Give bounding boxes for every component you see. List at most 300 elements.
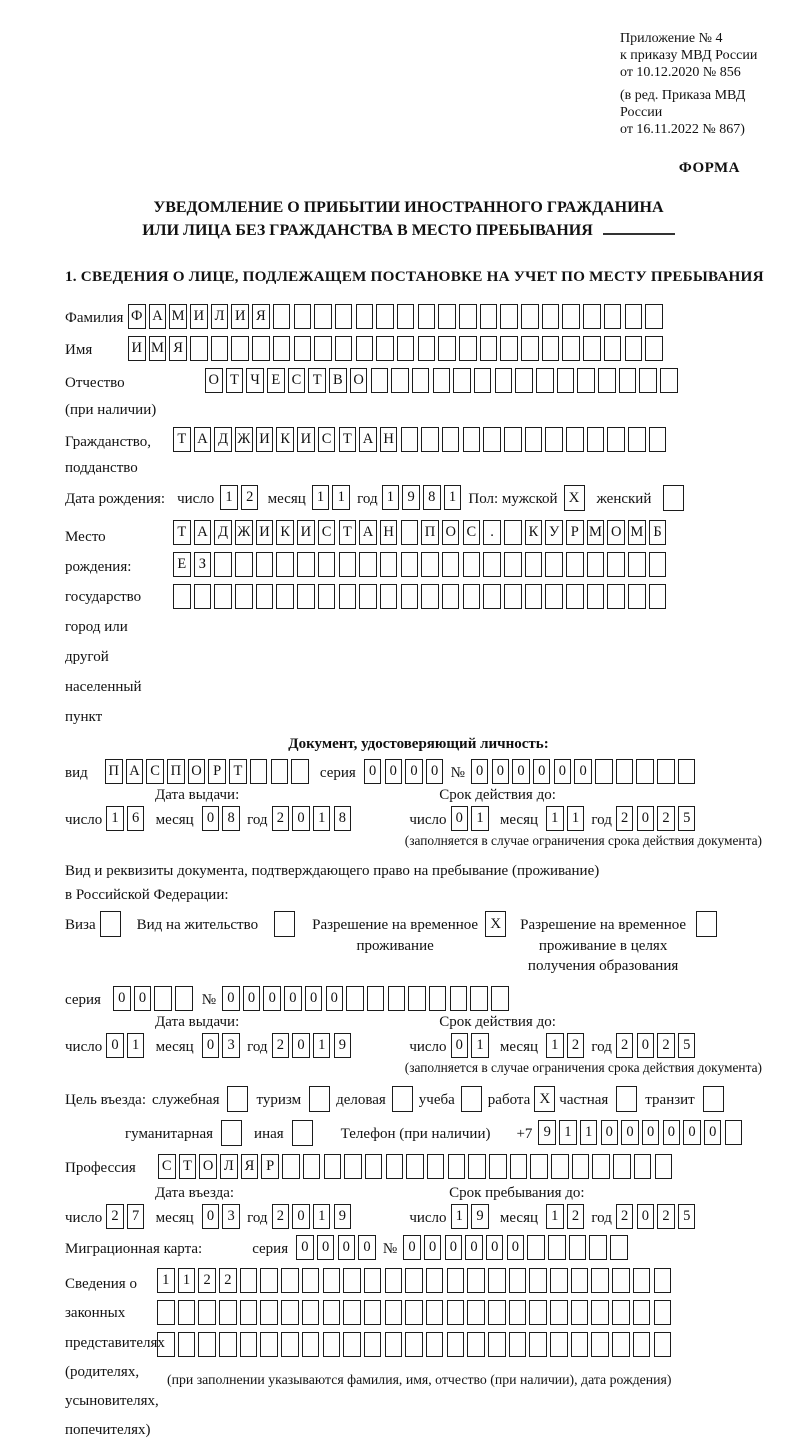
char-box[interactable] — [190, 336, 208, 361]
char-box[interactable]: 1 — [567, 806, 585, 831]
char-box[interactable] — [343, 1300, 361, 1325]
char-box[interactable] — [571, 1268, 589, 1293]
char-box[interactable] — [572, 1154, 590, 1179]
char-box[interactable] — [495, 368, 513, 393]
char-box[interactable] — [418, 336, 436, 361]
char-box[interactable] — [591, 1332, 609, 1357]
char-box[interactable]: В — [329, 368, 347, 393]
char-box[interactable]: 8 — [334, 806, 352, 831]
char-box[interactable] — [649, 584, 667, 609]
char-box[interactable] — [426, 1332, 444, 1357]
char-box[interactable] — [324, 1154, 342, 1179]
char-box[interactable] — [587, 584, 605, 609]
char-box[interactable] — [385, 1300, 403, 1325]
char-box[interactable] — [529, 1332, 547, 1357]
char-box[interactable] — [260, 1268, 278, 1293]
char-box[interactable] — [214, 552, 232, 577]
char-box[interactable]: 0 — [296, 1235, 314, 1260]
char-box[interactable] — [297, 552, 315, 577]
char-box[interactable]: 1 — [312, 485, 330, 510]
char-box[interactable]: 1 — [451, 1204, 469, 1229]
char-box[interactable] — [480, 336, 498, 361]
char-box[interactable]: С — [158, 1154, 176, 1179]
char-box[interactable] — [401, 584, 419, 609]
char-box[interactable]: 1 — [220, 485, 238, 510]
char-box[interactable] — [545, 552, 563, 577]
char-box[interactable]: 8 — [222, 806, 240, 831]
char-box[interactable] — [385, 1268, 403, 1293]
char-box[interactable]: И — [190, 304, 208, 329]
char-box[interactable] — [542, 336, 560, 361]
purpose-work-checkbox[interactable]: X — [534, 1086, 555, 1112]
char-box[interactable]: О — [442, 520, 460, 545]
char-box[interactable] — [356, 304, 374, 329]
char-box[interactable] — [418, 304, 436, 329]
char-box[interactable] — [645, 336, 663, 361]
char-box[interactable] — [536, 368, 554, 393]
char-box[interactable]: 0 — [202, 806, 220, 831]
char-box[interactable]: М — [149, 336, 167, 361]
char-box[interactable] — [429, 986, 447, 1011]
char-box[interactable]: 2 — [616, 1033, 634, 1058]
char-box[interactable]: 0 — [621, 1120, 639, 1145]
char-box[interactable] — [557, 368, 575, 393]
purpose-transit-checkbox[interactable] — [703, 1086, 724, 1112]
char-box[interactable] — [346, 986, 364, 1011]
char-box[interactable] — [356, 336, 374, 361]
sex-female-checkbox[interactable] — [663, 485, 684, 511]
char-box[interactable]: . — [483, 520, 501, 545]
char-box[interactable]: А — [149, 304, 167, 329]
char-box[interactable] — [240, 1300, 258, 1325]
char-box[interactable]: 2 — [106, 1204, 124, 1229]
char-box[interactable] — [219, 1332, 237, 1357]
char-box[interactable]: 0 — [554, 759, 572, 784]
char-box[interactable] — [281, 1332, 299, 1357]
char-box[interactable] — [504, 552, 522, 577]
char-box[interactable] — [282, 1154, 300, 1179]
char-box[interactable]: 0 — [292, 806, 310, 831]
char-box[interactable]: 0 — [533, 759, 551, 784]
char-box[interactable]: 0 — [445, 1235, 463, 1260]
char-box[interactable] — [256, 552, 274, 577]
char-box[interactable]: 0 — [222, 986, 240, 1011]
purpose-private-checkbox[interactable] — [616, 1086, 637, 1112]
purpose-tourism-checkbox[interactable] — [309, 1086, 330, 1112]
char-box[interactable] — [318, 584, 336, 609]
char-box[interactable]: О — [607, 520, 625, 545]
char-box[interactable] — [406, 1154, 424, 1179]
char-box[interactable]: И — [256, 520, 274, 545]
char-box[interactable]: 0 — [405, 759, 423, 784]
char-box[interactable]: 2 — [616, 1204, 634, 1229]
char-box[interactable] — [548, 1235, 566, 1260]
char-box[interactable]: 0 — [642, 1120, 660, 1145]
char-box[interactable] — [343, 1332, 361, 1357]
char-box[interactable]: Д — [214, 520, 232, 545]
char-box[interactable] — [654, 1268, 672, 1293]
char-box[interactable]: П — [105, 759, 123, 784]
char-box[interactable] — [231, 336, 249, 361]
char-box[interactable] — [314, 336, 332, 361]
char-box[interactable]: 0 — [492, 759, 510, 784]
char-box[interactable] — [323, 1300, 341, 1325]
char-box[interactable]: Р — [261, 1154, 279, 1179]
char-box[interactable] — [408, 986, 426, 1011]
char-box[interactable] — [571, 1300, 589, 1325]
char-box[interactable]: 1 — [559, 1120, 577, 1145]
char-box[interactable] — [303, 1154, 321, 1179]
char-box[interactable]: 1 — [546, 1204, 564, 1229]
char-box[interactable] — [426, 1300, 444, 1325]
char-box[interactable] — [550, 1332, 568, 1357]
char-box[interactable] — [385, 1332, 403, 1357]
char-box[interactable]: Ч — [246, 368, 264, 393]
char-box[interactable]: 9 — [334, 1204, 352, 1229]
char-box[interactable] — [467, 1300, 485, 1325]
char-box[interactable] — [587, 552, 605, 577]
char-box[interactable]: Я — [241, 1154, 259, 1179]
char-box[interactable] — [636, 759, 654, 784]
char-box[interactable]: 0 — [465, 1235, 483, 1260]
char-box[interactable] — [453, 368, 471, 393]
char-box[interactable] — [294, 336, 312, 361]
char-box[interactable] — [175, 986, 193, 1011]
char-box[interactable] — [447, 1332, 465, 1357]
char-box[interactable]: И — [256, 427, 274, 452]
char-box[interactable] — [463, 552, 481, 577]
char-box[interactable]: 0 — [292, 1204, 310, 1229]
char-box[interactable] — [467, 1268, 485, 1293]
char-box[interactable] — [509, 1332, 527, 1357]
char-box[interactable] — [364, 1268, 382, 1293]
char-box[interactable] — [339, 552, 357, 577]
char-box[interactable] — [625, 304, 643, 329]
char-box[interactable]: 0 — [663, 1120, 681, 1145]
char-box[interactable]: 0 — [507, 1235, 525, 1260]
char-box[interactable]: 2 — [657, 1204, 675, 1229]
purpose-study-checkbox[interactable] — [461, 1086, 482, 1112]
char-box[interactable] — [214, 584, 232, 609]
temp-residence-edu-checkbox[interactable] — [696, 911, 717, 937]
char-box[interactable] — [591, 1268, 609, 1293]
char-box[interactable] — [211, 336, 229, 361]
char-box[interactable] — [566, 427, 584, 452]
char-box[interactable] — [619, 368, 637, 393]
char-box[interactable]: И — [231, 304, 249, 329]
char-box[interactable]: Ж — [235, 427, 253, 452]
char-box[interactable]: 1 — [444, 485, 462, 510]
char-box[interactable] — [157, 1332, 175, 1357]
char-box[interactable]: 0 — [704, 1120, 722, 1145]
char-box[interactable]: 0 — [471, 759, 489, 784]
char-box[interactable] — [649, 552, 667, 577]
char-box[interactable]: 0 — [305, 986, 323, 1011]
char-box[interactable] — [391, 368, 409, 393]
char-box[interactable] — [447, 1268, 465, 1293]
char-box[interactable] — [302, 1332, 320, 1357]
char-box[interactable]: 0 — [637, 1204, 655, 1229]
char-box[interactable]: 0 — [601, 1120, 619, 1145]
char-box[interactable] — [468, 1154, 486, 1179]
char-box[interactable]: Т — [339, 520, 357, 545]
char-box[interactable] — [401, 520, 419, 545]
char-box[interactable] — [639, 368, 657, 393]
char-box[interactable] — [616, 759, 634, 784]
char-box[interactable]: 0 — [637, 806, 655, 831]
char-box[interactable] — [260, 1332, 278, 1357]
char-box[interactable]: А — [359, 520, 377, 545]
char-box[interactable] — [371, 368, 389, 393]
char-box[interactable] — [504, 584, 522, 609]
char-box[interactable] — [240, 1268, 258, 1293]
char-box[interactable] — [483, 552, 501, 577]
char-box[interactable] — [598, 368, 616, 393]
char-box[interactable] — [566, 552, 584, 577]
char-box[interactable]: Ж — [235, 520, 253, 545]
char-box[interactable] — [294, 304, 312, 329]
char-box[interactable]: Т — [173, 520, 191, 545]
char-box[interactable] — [489, 1154, 507, 1179]
char-box[interactable] — [335, 304, 353, 329]
char-box[interactable]: П — [167, 759, 185, 784]
char-box[interactable]: С — [318, 427, 336, 452]
char-box[interactable] — [343, 1268, 361, 1293]
char-box[interactable]: 0 — [202, 1033, 220, 1058]
char-box[interactable] — [173, 584, 191, 609]
char-box[interactable]: 0 — [364, 759, 382, 784]
char-box[interactable] — [459, 336, 477, 361]
char-box[interactable]: Р — [566, 520, 584, 545]
char-box[interactable]: 0 — [317, 1235, 335, 1260]
temp-residence-checkbox[interactable]: X — [485, 911, 506, 937]
char-box[interactable]: 0 — [358, 1235, 376, 1260]
char-box[interactable] — [657, 759, 675, 784]
char-box[interactable]: А — [194, 520, 212, 545]
char-box[interactable]: Л — [211, 304, 229, 329]
char-box[interactable]: 3 — [222, 1033, 240, 1058]
char-box[interactable] — [405, 1332, 423, 1357]
char-box[interactable]: 0 — [113, 986, 131, 1011]
char-box[interactable]: П — [421, 520, 439, 545]
char-box[interactable]: 2 — [567, 1204, 585, 1229]
char-box[interactable] — [551, 1154, 569, 1179]
char-box[interactable] — [421, 584, 439, 609]
char-box[interactable] — [628, 427, 646, 452]
char-box[interactable] — [364, 1332, 382, 1357]
char-box[interactable]: 1 — [546, 806, 564, 831]
char-box[interactable]: 9 — [334, 1033, 352, 1058]
char-box[interactable] — [335, 336, 353, 361]
char-box[interactable]: 1 — [178, 1268, 196, 1293]
char-box[interactable] — [252, 336, 270, 361]
char-box[interactable]: У — [545, 520, 563, 545]
char-box[interactable] — [604, 336, 622, 361]
char-box[interactable] — [178, 1300, 196, 1325]
char-box[interactable]: А — [359, 427, 377, 452]
char-box[interactable] — [525, 427, 543, 452]
char-box[interactable] — [500, 336, 518, 361]
char-box[interactable] — [545, 427, 563, 452]
char-box[interactable] — [447, 1300, 465, 1325]
char-box[interactable] — [438, 304, 456, 329]
char-box[interactable] — [405, 1268, 423, 1293]
char-box[interactable] — [480, 304, 498, 329]
char-box[interactable]: 0 — [292, 1033, 310, 1058]
char-box[interactable] — [500, 304, 518, 329]
char-box[interactable] — [314, 304, 332, 329]
char-box[interactable] — [633, 1300, 651, 1325]
char-box[interactable] — [529, 1268, 547, 1293]
char-box[interactable]: 0 — [683, 1120, 701, 1145]
char-box[interactable] — [592, 1154, 610, 1179]
char-box[interactable] — [610, 1235, 628, 1260]
char-box[interactable]: 0 — [338, 1235, 356, 1260]
char-box[interactable] — [260, 1300, 278, 1325]
char-box[interactable] — [607, 584, 625, 609]
char-box[interactable] — [521, 336, 539, 361]
char-box[interactable] — [509, 1268, 527, 1293]
char-box[interactable]: 0 — [134, 986, 152, 1011]
char-box[interactable]: 0 — [637, 1033, 655, 1058]
char-box[interactable] — [607, 552, 625, 577]
char-box[interactable] — [273, 304, 291, 329]
char-box[interactable] — [235, 584, 253, 609]
char-box[interactable] — [463, 427, 481, 452]
char-box[interactable] — [450, 986, 468, 1011]
char-box[interactable]: Я — [252, 304, 270, 329]
char-box[interactable] — [583, 336, 601, 361]
char-box[interactable]: 0 — [451, 1033, 469, 1058]
char-box[interactable]: 0 — [106, 1033, 124, 1058]
char-box[interactable] — [459, 304, 477, 329]
char-box[interactable] — [504, 427, 522, 452]
char-box[interactable] — [421, 552, 439, 577]
char-box[interactable] — [438, 336, 456, 361]
char-box[interactable] — [562, 336, 580, 361]
char-box[interactable]: 1 — [382, 485, 400, 510]
char-box[interactable]: И — [297, 427, 315, 452]
char-box[interactable] — [323, 1268, 341, 1293]
char-box[interactable] — [421, 427, 439, 452]
char-box[interactable] — [525, 552, 543, 577]
char-box[interactable]: 0 — [512, 759, 530, 784]
char-box[interactable] — [655, 1154, 673, 1179]
char-box[interactable] — [388, 986, 406, 1011]
char-box[interactable] — [530, 1154, 548, 1179]
purpose-official-checkbox[interactable] — [227, 1086, 248, 1112]
char-box[interactable] — [562, 304, 580, 329]
char-box[interactable] — [281, 1268, 299, 1293]
char-box[interactable] — [577, 368, 595, 393]
char-box[interactable]: 5 — [678, 1204, 696, 1229]
char-box[interactable]: К — [525, 520, 543, 545]
char-box[interactable] — [566, 584, 584, 609]
char-box[interactable] — [678, 759, 696, 784]
char-box[interactable] — [645, 304, 663, 329]
char-box[interactable]: Т — [226, 368, 244, 393]
char-box[interactable]: 7 — [127, 1204, 145, 1229]
char-box[interactable]: 3 — [222, 1204, 240, 1229]
char-box[interactable] — [633, 1268, 651, 1293]
char-box[interactable] — [271, 759, 289, 784]
char-box[interactable] — [365, 1154, 383, 1179]
char-box[interactable] — [367, 986, 385, 1011]
char-box[interactable] — [323, 1332, 341, 1357]
char-box[interactable] — [194, 584, 212, 609]
char-box[interactable]: Н — [380, 427, 398, 452]
char-box[interactable] — [401, 427, 419, 452]
char-box[interactable]: 1 — [580, 1120, 598, 1145]
char-box[interactable]: 0 — [385, 759, 403, 784]
char-box[interactable] — [550, 1268, 568, 1293]
char-box[interactable] — [240, 1332, 258, 1357]
char-box[interactable] — [649, 427, 667, 452]
char-box[interactable] — [595, 759, 613, 784]
char-box[interactable] — [376, 336, 394, 361]
char-box[interactable] — [542, 304, 560, 329]
char-box[interactable]: 2 — [272, 1033, 290, 1058]
char-box[interactable]: 1 — [313, 1033, 331, 1058]
char-box[interactable] — [613, 1154, 631, 1179]
char-box[interactable] — [397, 304, 415, 329]
char-box[interactable] — [612, 1268, 630, 1293]
char-box[interactable]: 1 — [106, 806, 124, 831]
char-box[interactable] — [583, 304, 601, 329]
char-box[interactable]: Е — [173, 552, 191, 577]
char-box[interactable] — [589, 1235, 607, 1260]
char-box[interactable]: 2 — [198, 1268, 216, 1293]
char-box[interactable]: 9 — [402, 485, 420, 510]
char-box[interactable] — [483, 584, 501, 609]
sex-male-checkbox[interactable]: X — [564, 485, 585, 511]
char-box[interactable]: С — [288, 368, 306, 393]
char-box[interactable] — [401, 552, 419, 577]
char-box[interactable] — [515, 368, 533, 393]
char-box[interactable] — [426, 1268, 444, 1293]
char-box[interactable] — [633, 1332, 651, 1357]
char-box[interactable] — [525, 584, 543, 609]
char-box[interactable] — [433, 368, 451, 393]
char-box[interactable]: 9 — [538, 1120, 556, 1145]
char-box[interactable]: Р — [208, 759, 226, 784]
char-box[interactable]: 8 — [423, 485, 441, 510]
char-box[interactable]: О — [188, 759, 206, 784]
char-box[interactable] — [178, 1332, 196, 1357]
char-box[interactable] — [273, 336, 291, 361]
char-box[interactable] — [235, 552, 253, 577]
char-box[interactable] — [463, 584, 481, 609]
char-box[interactable] — [405, 1300, 423, 1325]
char-box[interactable] — [380, 584, 398, 609]
char-box[interactable] — [550, 1300, 568, 1325]
char-box[interactable]: Д — [214, 427, 232, 452]
char-box[interactable] — [545, 584, 563, 609]
char-box[interactable] — [654, 1300, 672, 1325]
char-box[interactable] — [256, 584, 274, 609]
char-box[interactable]: И — [297, 520, 315, 545]
char-box[interactable]: 0 — [426, 759, 444, 784]
purpose-business-checkbox[interactable] — [392, 1086, 413, 1112]
char-box[interactable]: 2 — [616, 806, 634, 831]
char-box[interactable]: 0 — [574, 759, 592, 784]
char-box[interactable] — [604, 304, 622, 329]
char-box[interactable] — [198, 1332, 216, 1357]
char-box[interactable]: З — [194, 552, 212, 577]
char-box[interactable]: 5 — [678, 806, 696, 831]
char-box[interactable] — [569, 1235, 587, 1260]
char-box[interactable]: 0 — [424, 1235, 442, 1260]
